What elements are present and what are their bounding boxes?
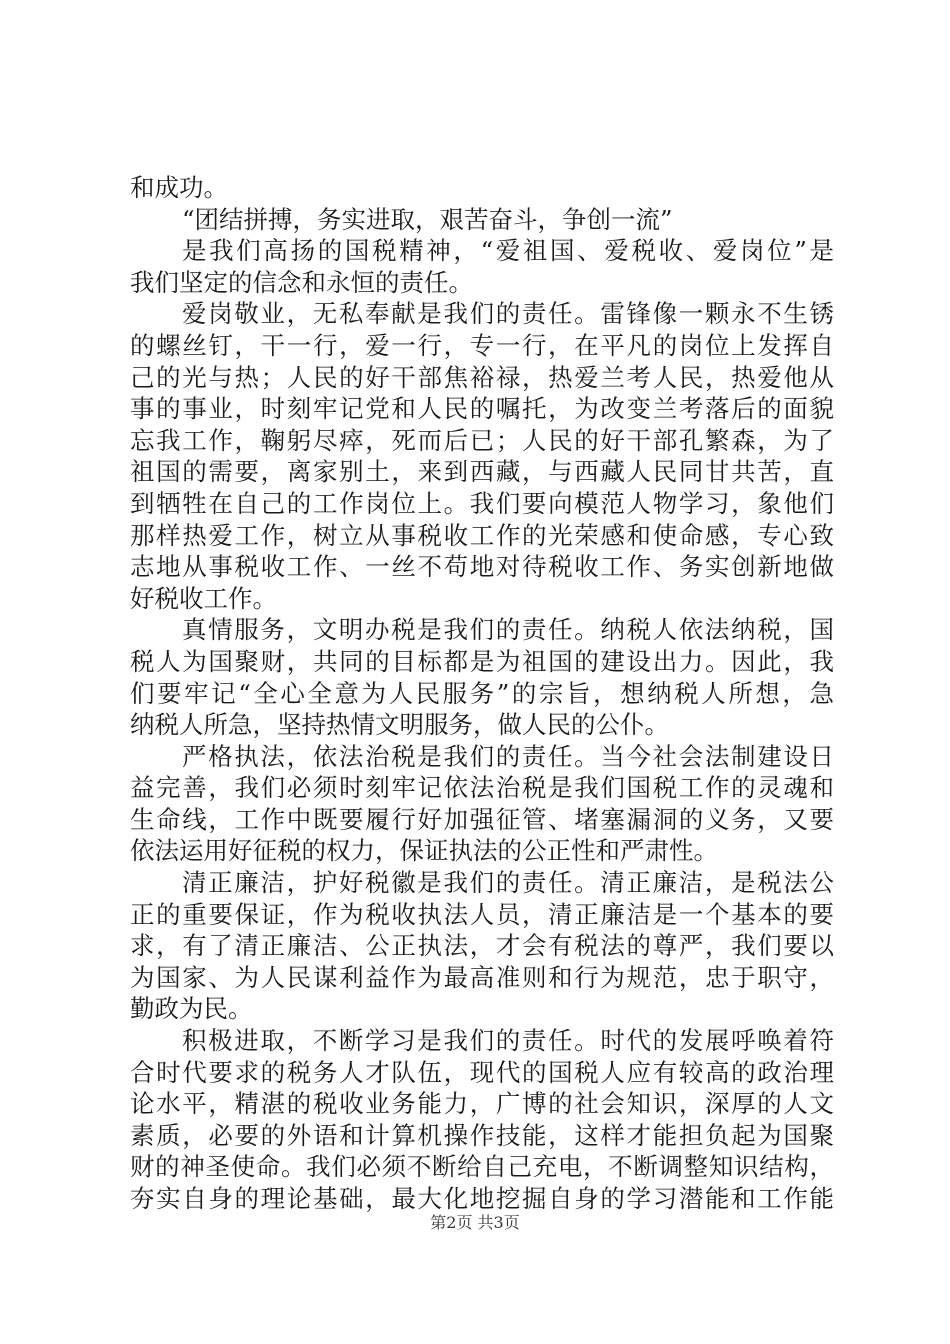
text-line: 忘我工作，鞠躬尽瘁，死而后已；人民的好干部孔繁森，为了 (130, 425, 834, 455)
text-line: 爱岗敬业，无私奉献是我们的责任。雷锋像一颗永不生锈 (182, 299, 834, 329)
text-line: 勤政为民。 (130, 994, 253, 1024)
text-line: 祖国的需要，离家别土，来到西藏，与西藏人民同甘共苦，直 (130, 457, 834, 487)
text-line: 生命线，工作中既要履行好加强征管、堵塞漏洞的义务，又要 (130, 804, 834, 834)
text-line: 正的重要保证，作为税收执法人员，清正廉洁是一个基本的要 (130, 899, 834, 929)
text-line: 我们坚定的信念和永恒的责任。 (130, 267, 473, 297)
text-line: 真情服务，文明办税是我们的责任。纳税人依法纳税，国 (182, 615, 834, 645)
text-line: 们要牢记“全心全意为人民服务”的宗旨，想纳税人所想，急 (130, 678, 834, 708)
text-line: 到牺牲在自己的工作岗位上。我们要向模范人物学习，象他们 (130, 488, 834, 518)
text-line: 论水平，精湛的税收业务能力，广博的社会知识，深厚的人文 (130, 1089, 834, 1119)
text-line: 己的光与热；人民的好干部焦裕禄，热爱兰考人民，热爱他从 (130, 362, 834, 392)
text-line: 求，有了清正廉洁、公正执法，才会有税法的尊严，我们要以 (130, 931, 834, 961)
text-line: 和成功。 (130, 173, 228, 202)
document-body (130, 172, 834, 1215)
text-line: 的螺丝钉，干一行，爱一行，专一行，在平凡的岗位上发挥自 (130, 330, 834, 360)
text-line: 益完善，我们必须时刻牢记依法治税是我们国税工作的灵魂和 (130, 773, 834, 803)
text-line: 财的神圣使命。我们必须不断给自己充电，不断调整知识结构， (130, 1152, 834, 1182)
text-line: 好税收工作。 (130, 583, 277, 613)
text-line: 夯实自身的理论基础，最大化地挖掘自身的学习潜能和工作能 (130, 1184, 834, 1213)
text-line: 严格执法，依法治税是我们的责任。当今社会法制建设日 (182, 741, 834, 771)
text-line: 是我们高扬的国税精神，“爱祖国、爱税收、爱岗位”是 (182, 236, 834, 266)
page-footer: 第2页 共3页 (430, 1213, 520, 1232)
text-line: “团结拼搏，务实进取，艰苦奋斗，争创一流” (182, 204, 673, 234)
text-line: 纳税人所急，坚持热情文明服务，做人民的公仆。 (130, 710, 669, 740)
text-line: 合时代要求的税务人才队伍，现代的国税人应有较高的政治理 (130, 1057, 834, 1087)
text-line: 事的事业，时刻牢记党和人民的嘱托，为改变兰考落后的面貌 (130, 394, 834, 424)
text-line: 那样热爱工作，树立从事税收工作的光荣感和使命感，专心致 (130, 520, 834, 550)
text-line: 依法运用好征税的权力，保证执法的公正性和严肃性。 (130, 836, 718, 866)
text-line: 清正廉洁，护好税徽是我们的责任。清正廉洁，是税法公 (182, 868, 834, 898)
text-line: 为国家、为人民谋利益作为最高准则和行为规范，忠于职守， (130, 962, 834, 992)
text-line: 积极进取，不断学习是我们的责任。时代的发展呼唤着符 (182, 1026, 834, 1056)
text-line: 税人为国聚财，共同的目标都是为祖国的建设出力。因此，我 (130, 646, 834, 676)
text-line: 素质，必要的外语和计算机操作技能，这样才能担负起为国聚 (130, 1120, 834, 1150)
text-line: 志地从事税收工作、一丝不苟地对待税收工作、务实创新地做 (130, 552, 834, 582)
